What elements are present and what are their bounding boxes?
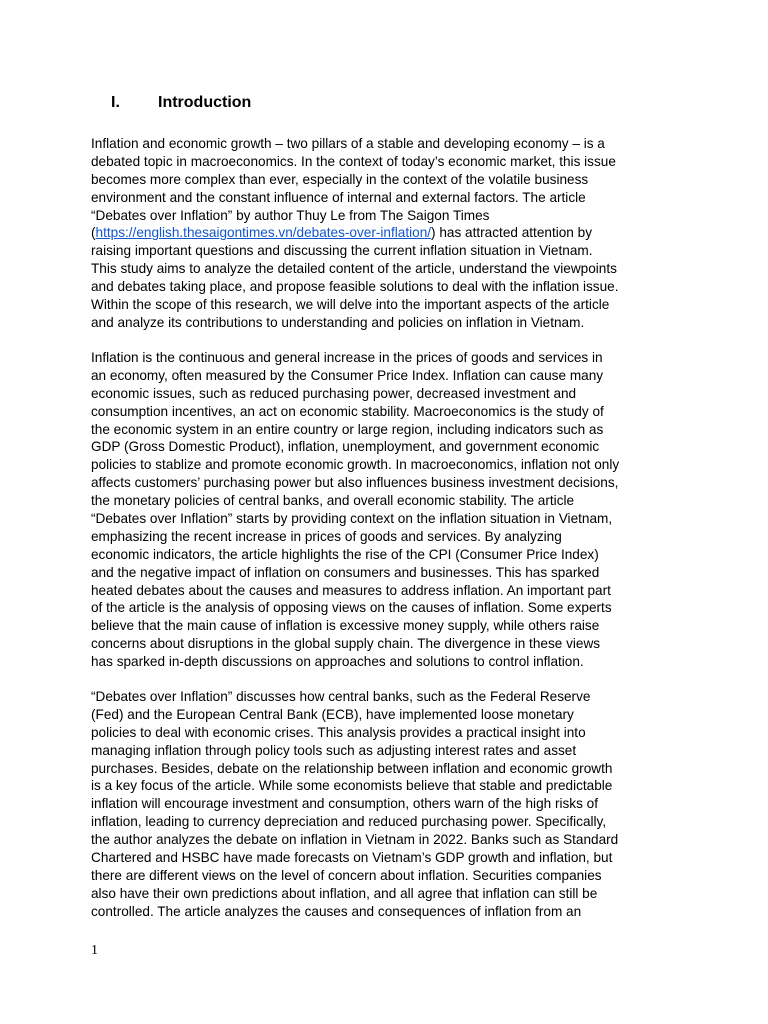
text-line: the economic system in an entire country or large region, including indicators such as xyxy=(91,421,604,437)
text-line: emphasizing the recent increase in prices of goods and services. By analyzing xyxy=(91,528,562,544)
text-line: and analyze its contributions to understanding and policies on inflation in Vietnam. xyxy=(91,314,585,330)
section-number: I. xyxy=(111,94,120,111)
text-line: (Fed) and the European Central Bank (ECB), have implemented loose monetary xyxy=(91,706,574,722)
text-line: purchases. Besides, debate on the relationship between inflation and economic growth xyxy=(91,760,613,776)
text-line: concerns about disruptions in the global supply chain. The divergence in these views xyxy=(91,636,601,652)
text-line: there are different views on the level of concern about inflation. Securities companies xyxy=(91,867,602,883)
section-heading xyxy=(111,93,251,113)
text-line: environment and the constant influence of internal and external factors. The article xyxy=(91,189,586,205)
text-line: GDP (Gross Domestic Product), inflation, unemployment, and government economic xyxy=(91,439,600,455)
text-line: the author analyzes the debate on inflation in Vietnam in 2022. Banks such as Standard xyxy=(91,832,619,848)
text-line: Inflation and economic growth – two pillars of a stable and developing economy – is a xyxy=(91,136,605,151)
text-line: “Debates over Inflation” starts by providing context on the inflation situation in Vietnam, xyxy=(91,511,613,527)
text-line: affects customers’ purchasing power but also influences business investment decisions, xyxy=(91,475,619,491)
text-line: economic issues, such as reduced purchasing power, decreased investment and xyxy=(91,385,577,401)
text-fragment: ) has attracted attention by xyxy=(431,225,593,241)
text-line: an economy, often measured by the Consumer Price Index. Inflation can cause many xyxy=(91,367,604,383)
text-line: inflation will encourage investment and consumption, others warn of the high risks of xyxy=(91,796,599,812)
text-line: believe that the main cause of inflation is excessive money supply, while others raise xyxy=(91,618,600,634)
section-title: Introduction xyxy=(158,94,252,111)
text-line: controlled. The article analyzes the causes and consequences of inflation from an xyxy=(91,903,582,919)
text-line: managing inflation through policy tools such as adjusting interest rates and asset xyxy=(91,742,577,758)
text-line: “Debates over Inflation” by author Thuy Le from The Saigon Times xyxy=(91,207,490,223)
text-line: This study aims to analyze the detailed content of the article, understand the viewpoints xyxy=(91,261,617,277)
text-line: becomes more complex than ever, especially in the context of the volatile business xyxy=(91,171,589,187)
text-line: and the negative impact of inflation on consumers and businesses. This has sparked xyxy=(91,564,600,580)
text-line: Inflation is the continuous and general increase in the prices of goods and services in xyxy=(91,350,603,365)
text-line: debated topic in macroeconomics. In the context of today’s economic market, this issue xyxy=(91,153,616,169)
text-line: is a key focus of the article. While some economists believe that stable and predictable xyxy=(91,778,613,794)
text-line xyxy=(91,224,687,242)
paragraph-1 xyxy=(91,135,687,332)
text-line: Chartered and HSBC have made forecasts on Vietnam’s GDP growth and inflation, but xyxy=(91,850,613,866)
page-number: 1 xyxy=(91,943,98,958)
text-line: “Debates over Inflation” discusses how central banks, such as the Federal Reserve xyxy=(91,689,591,704)
text-line: of the article is the analysis of opposing views on the causes of inflation. Some experts xyxy=(91,600,612,616)
text-fragment: ( xyxy=(91,225,96,241)
paragraph-3 xyxy=(91,688,687,921)
text-line: the monetary policies of central banks, and overall economic stability. The article xyxy=(91,493,575,509)
text-line: also have their own predictions about inflation, and all agree that inflation can still be xyxy=(91,885,598,901)
text-line: and debates taking place, and propose feasible solutions to deal with the inflation issue. xyxy=(91,279,619,295)
text-line: heated debates about the causes and measures to address inflation. An important part xyxy=(91,582,611,598)
text-line: inflation, leading to currency depreciation and reduced purchasing power. Specifically, xyxy=(91,814,607,830)
paragraph-2 xyxy=(91,349,687,671)
text-line: economic indicators, the article highlights the rise of the CPI (Consumer Price Index) xyxy=(91,546,599,562)
text-line: consumption incentives, an act on economic stability. Macroeconomics is the study of xyxy=(91,403,604,419)
text-line: has sparked in-depth discussions on approaches and solutions to control inflation. xyxy=(91,654,584,670)
article-link[interactable]: https://english.thesaigontimes.vn/debates-over-inflation/ xyxy=(95,225,432,241)
text-line: policies to stablize and promote economic growth. In macroeconomics, inflation not only xyxy=(91,457,620,473)
text-line: raising important questions and discussing the current inflation situation in Vietnam. xyxy=(91,243,593,259)
text-line: Within the scope of this research, we will delve into the important aspects of the article xyxy=(91,297,610,313)
text-line: policies to deal with economic crises. This analysis provides a practical insight into xyxy=(91,724,586,740)
